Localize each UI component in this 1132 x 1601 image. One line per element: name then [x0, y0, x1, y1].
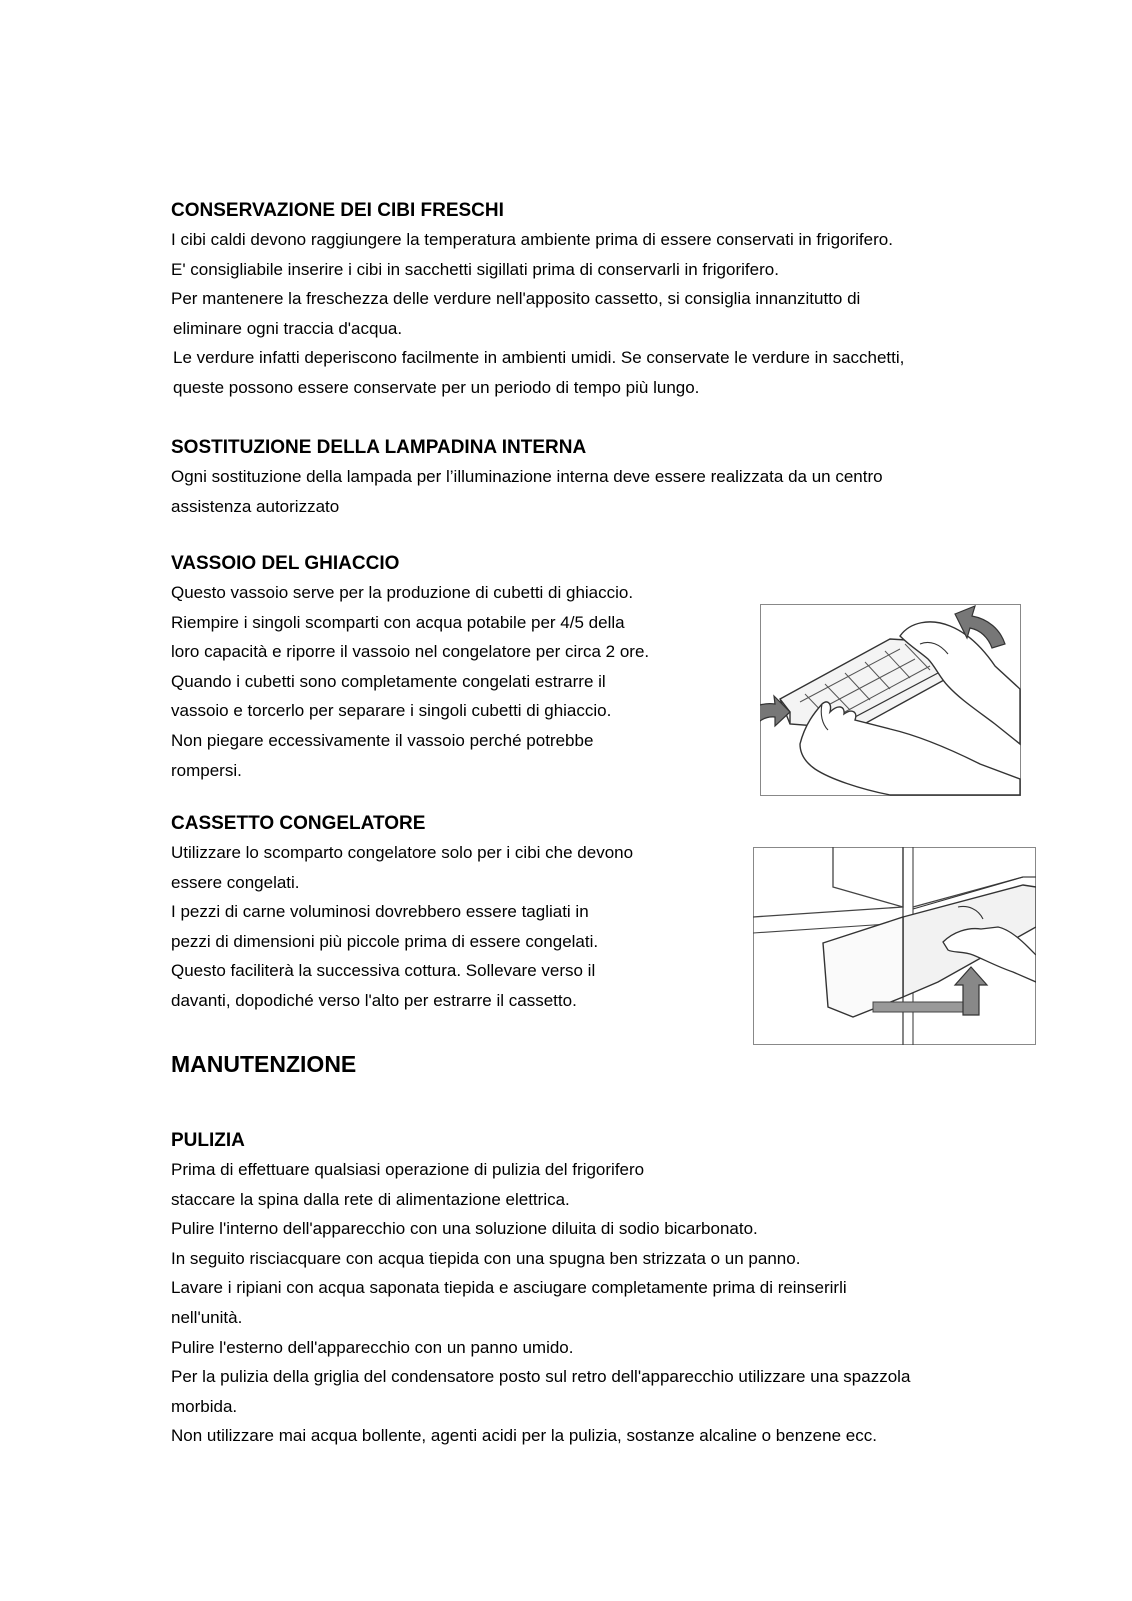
paragraph-line: E' consigliabile inserire i cibi in sacchetti sigillati prima di conservarli in frigorifero. [171, 259, 779, 279]
paragraph-line: Pulire l'interno dell'apparecchio con una soluzione diluita di sodio bicarbonato. [171, 1219, 758, 1239]
section-fresh-food [171, 199, 904, 403]
section-title: CONSERVAZIONE DEI CIBI FRESCHI [171, 200, 504, 221]
section-title: VASSOIO DEL GHIACCIO [171, 553, 400, 574]
paragraph-line: queste possono essere conservate per un periodo di tempo più lungo. [173, 377, 700, 397]
chapter-title: MANUTENZIONE [171, 1051, 357, 1077]
paragraph-line: Quando i cubetti sono completamente congelati estrarre il [171, 671, 606, 691]
paragraph-line: Riempire i singoli scomparti con acqua potabile per 4/5 della [171, 612, 625, 632]
paragraph-line: Non piegare eccessivamente il vassoio perché potrebbe [171, 730, 594, 750]
section-maintenance [171, 1050, 356, 1078]
paragraph-line: Non utilizzare mai acqua bollente, agenti acidi per la pulizia, sostanze alcaline o benzene ecc. [171, 1426, 877, 1446]
paragraph-line: davanti, dopodiché verso l'alto per estrarre il cassetto. [171, 990, 577, 1010]
paragraph-line: Utilizzare lo scomparto congelatore solo per i cibi che devono [171, 843, 634, 862]
section-title: PULIZIA [171, 1130, 245, 1151]
section-lamp-replacement [171, 436, 883, 521]
paragraph-line: assistenza autorizzato [171, 496, 340, 516]
paragraph-line: loro capacità e riporre il vassoio nel congelatore per circa 2 ore. [171, 642, 650, 662]
paragraph-line: vassoio e torcerlo per separare i singoli cubetti di ghiaccio. [171, 701, 612, 721]
paragraph-line: In seguito risciacquare con acqua tiepida con una spugna ben strizzata o un panno. [171, 1248, 801, 1268]
section-ice-tray [171, 552, 649, 785]
paragraph-line: Le verdure infatti deperiscono facilmente in ambienti umidi. Se conservate le verdure in sacchetti, [173, 348, 905, 368]
ice-tray-twist-icon [760, 604, 1021, 796]
section-cleaning [171, 1129, 910, 1451]
paragraph-line: I cibi caldi devono raggiungere la temperatura ambiente prima di essere conservati in frigorifero. [171, 230, 893, 249]
freezer-drawer-removal-icon [753, 847, 1036, 1045]
paragraph-line: pezzi di dimensioni più piccole prima di essere congelati. [171, 931, 599, 951]
ice-tray-illustration [760, 604, 1021, 796]
section-title: CASSETTO CONGELATORE [171, 813, 426, 834]
paragraph-line: Per la pulizia della griglia del condensatore posto sul retro dell'apparecchio utilizzare una spazzola [171, 1367, 911, 1387]
paragraph-line: essere congelati. [171, 872, 300, 892]
paragraph-line: Questo vassoio serve per la produzione di cubetti di ghiaccio. [171, 583, 634, 602]
paragraph-line: I pezzi di carne voluminosi dovrebbero essere tagliati in [171, 902, 589, 922]
paragraph-line: nell'unità. [171, 1307, 243, 1327]
paragraph-line: Questo faciliterà la successiva cottura. Sollevare verso il [171, 961, 596, 981]
paragraph-line: Prima di effettuare qualsiasi operazione di pulizia del frigorifero [171, 1160, 645, 1179]
paragraph-line: Ogni sostituzione della lampada per l’illuminazione interna deve essere realizzata da un centro [171, 467, 883, 486]
paragraph-line: Pulire l'esterno dell'apparecchio con un panno umido. [171, 1337, 574, 1357]
paragraph-line: morbida. [171, 1396, 238, 1416]
paragraph-line: eliminare ogni traccia d'acqua. [173, 318, 403, 338]
paragraph-line: Per mantenere la freschezza delle verdure nell'apposito cassetto, si consiglia innanzitutto di [171, 289, 861, 309]
paragraph-line: rompersi. [171, 760, 242, 780]
paragraph-line: staccare la spina dalla rete di alimentazione elettrica. [171, 1189, 570, 1209]
section-title: SOSTITUZIONE DELLA LAMPADINA INTERNA [171, 437, 587, 458]
paragraph-line: Lavare i ripiani con acqua saponata tiepida e asciugare completamente prima di reinserirli [171, 1278, 847, 1298]
freezer-drawer-illustration [753, 847, 1036, 1045]
section-freezer-drawer [171, 812, 633, 1016]
